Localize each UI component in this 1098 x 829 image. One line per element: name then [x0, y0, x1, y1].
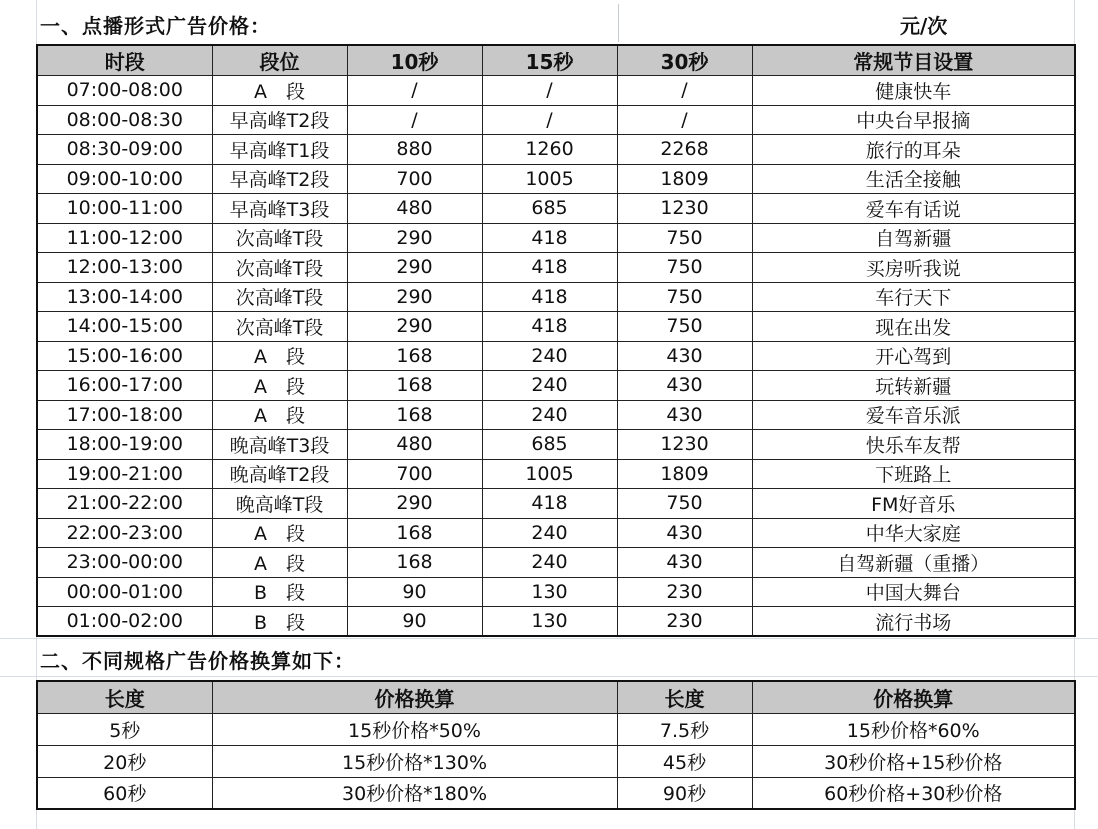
price-10s-cell: 480 [347, 430, 482, 460]
price-30s-cell: 230 [617, 577, 752, 607]
segment-cell: 次高峰T段 [212, 253, 347, 283]
price-15s-cell: 418 [482, 223, 617, 253]
price-10s-cell: 700 [347, 164, 482, 194]
segment-cell: B 段 [212, 607, 347, 637]
program-cell: 流行书场 [752, 607, 1075, 637]
program-cell: 快乐车友帮 [752, 430, 1075, 460]
header-segment: 段位 [212, 45, 347, 76]
program-cell: 下班路上 [752, 459, 1075, 489]
price-30s-cell: 750 [617, 253, 752, 283]
conversion-cell: 30秒价格*180% [212, 777, 617, 809]
price-15s-cell: 130 [482, 607, 617, 637]
table-row [37, 135, 1075, 165]
time-slot-cell: 14:00-15:00 [37, 312, 212, 342]
price-15s-cell: 418 [482, 282, 617, 312]
price-30s-cell: 2268 [617, 135, 752, 165]
length-cell: 5秒 [37, 713, 212, 745]
price-10s-cell: 290 [347, 282, 482, 312]
time-slot-cell: 22:00-23:00 [37, 518, 212, 548]
program-cell: 自驾新疆 [752, 223, 1075, 253]
length-cell: 45秒 [617, 745, 752, 777]
spot-price-table [36, 44, 1076, 637]
price-15s-cell: 418 [482, 312, 617, 342]
price-30s-cell: 750 [617, 489, 752, 519]
program-cell: 中华大家庭 [752, 518, 1075, 548]
program-cell: 玩转新疆 [752, 371, 1075, 401]
header-30s: 30秒 [617, 45, 752, 76]
price-30s-cell: 750 [617, 223, 752, 253]
table-row [37, 253, 1075, 283]
time-slot-cell: 01:00-02:00 [37, 607, 212, 637]
time-slot-cell: 07:00-08:00 [37, 76, 212, 106]
segment-cell: B 段 [212, 577, 347, 607]
price-15s-cell: 130 [482, 577, 617, 607]
time-slot-cell: 18:00-19:00 [37, 430, 212, 460]
program-cell: FM好音乐 [752, 489, 1075, 519]
price-15s-cell: 685 [482, 194, 617, 224]
price-30s-cell: / [617, 105, 752, 135]
program-cell: 爱车有话说 [752, 194, 1075, 224]
table-header-row [37, 45, 1075, 76]
segment-cell: A 段 [212, 76, 347, 106]
header-10s: 10秒 [347, 45, 482, 76]
program-cell: 自驾新疆（重播） [752, 548, 1075, 578]
table-row [37, 548, 1075, 578]
program-cell: 中央台早报摘 [752, 105, 1075, 135]
program-cell: 健康快车 [752, 76, 1075, 106]
length-cell: 90秒 [617, 777, 752, 809]
table-row [37, 713, 1075, 745]
price-15s-cell: / [482, 105, 617, 135]
price-30s-cell: 1230 [617, 194, 752, 224]
price-30s-cell: / [617, 76, 752, 106]
table-row [37, 164, 1075, 194]
header-length: 长度 [617, 681, 752, 713]
segment-cell: 晚高峰T段 [212, 489, 347, 519]
time-slot-cell: 10:00-11:00 [37, 194, 212, 224]
program-cell: 爱车音乐派 [752, 400, 1075, 430]
price-30s-cell: 1230 [617, 430, 752, 460]
price-10s-cell: 290 [347, 223, 482, 253]
header-conversion: 价格换算 [212, 681, 617, 713]
price-15s-cell: 1260 [482, 135, 617, 165]
price-10s-cell: 168 [347, 518, 482, 548]
price-15s-cell: 1005 [482, 459, 617, 489]
section2-title: 二、不同规格广告价格换算如下： [40, 649, 355, 673]
segment-cell: 次高峰T段 [212, 282, 347, 312]
grid-line [0, 638, 1098, 639]
price-15s-cell: 240 [482, 400, 617, 430]
price-10s-cell: 90 [347, 607, 482, 637]
time-slot-cell: 08:00-08:30 [37, 105, 212, 135]
price-30s-cell: 750 [617, 282, 752, 312]
conversion-cell: 15秒价格*50% [212, 713, 617, 745]
header-conversion: 价格换算 [752, 681, 1075, 713]
segment-cell: A 段 [212, 371, 347, 401]
table-header-row [37, 681, 1075, 713]
price-10s-cell: 700 [347, 459, 482, 489]
table-row [37, 607, 1075, 637]
price-10s-cell: 880 [347, 135, 482, 165]
price-30s-cell: 750 [617, 312, 752, 342]
time-slot-cell: 21:00-22:00 [37, 489, 212, 519]
header-program: 常规节目设置 [752, 45, 1075, 76]
segment-cell: A 段 [212, 518, 347, 548]
table-row [37, 430, 1075, 460]
program-cell: 旅行的耳朵 [752, 135, 1075, 165]
table-row [37, 400, 1075, 430]
price-30s-cell: 430 [617, 400, 752, 430]
grid-line [0, 676, 1098, 677]
price-10s-cell: / [347, 105, 482, 135]
table-row [37, 459, 1075, 489]
time-slot-cell: 17:00-18:00 [37, 400, 212, 430]
price-30s-cell: 430 [617, 518, 752, 548]
time-slot-cell: 15:00-16:00 [37, 341, 212, 371]
header-time-slot: 时段 [37, 45, 212, 76]
table-row [37, 105, 1075, 135]
length-cell: 60秒 [37, 777, 212, 809]
price-10s-cell: 290 [347, 312, 482, 342]
segment-cell: 早高峰T2段 [212, 164, 347, 194]
price-10s-cell: / [347, 76, 482, 106]
segment-cell: A 段 [212, 400, 347, 430]
segment-cell: 晚高峰T3段 [212, 430, 347, 460]
program-cell: 生活全接触 [752, 164, 1075, 194]
segment-cell: 早高峰T1段 [212, 135, 347, 165]
price-30s-cell: 1809 [617, 459, 752, 489]
time-slot-cell: 19:00-21:00 [37, 459, 212, 489]
price-15s-cell: 418 [482, 489, 617, 519]
table-row [37, 76, 1075, 106]
table-row [37, 341, 1075, 371]
length-cell: 7.5秒 [617, 713, 752, 745]
header-length: 长度 [37, 681, 212, 713]
price-15s-cell: 240 [482, 341, 617, 371]
price-10s-cell: 168 [347, 400, 482, 430]
section1-title-row [36, 4, 1076, 42]
time-slot-cell: 09:00-10:00 [37, 164, 212, 194]
price-15s-cell: 240 [482, 371, 617, 401]
table-row [37, 312, 1075, 342]
table-row [37, 489, 1075, 519]
price-10s-cell: 290 [347, 489, 482, 519]
price-15s-cell: 1005 [482, 164, 617, 194]
conversion-cell: 30秒价格+15秒价格 [752, 745, 1075, 777]
conversion-cell: 15秒价格*130% [212, 745, 617, 777]
segment-cell: 晚高峰T2段 [212, 459, 347, 489]
segment-cell: 次高峰T段 [212, 223, 347, 253]
table-row [37, 577, 1075, 607]
table-row [37, 282, 1075, 312]
section1-title: 一、点播形式广告价格： [40, 14, 271, 38]
segment-cell: 次高峰T段 [212, 312, 347, 342]
time-slot-cell: 23:00-00:00 [37, 548, 212, 578]
table-row [37, 518, 1075, 548]
price-30s-cell: 430 [617, 371, 752, 401]
conversion-cell: 60秒价格+30秒价格 [752, 777, 1075, 809]
time-slot-cell: 11:00-12:00 [37, 223, 212, 253]
price-10s-cell: 480 [347, 194, 482, 224]
time-slot-cell: 16:00-17:00 [37, 371, 212, 401]
time-slot-cell: 12:00-13:00 [37, 253, 212, 283]
table-row [37, 777, 1075, 809]
price-10s-cell: 168 [347, 371, 482, 401]
segment-cell: 早高峰T3段 [212, 194, 347, 224]
price-15s-cell: / [482, 76, 617, 106]
segment-cell: 早高峰T2段 [212, 105, 347, 135]
program-cell: 车行天下 [752, 282, 1075, 312]
price-10s-cell: 290 [347, 253, 482, 283]
price-30s-cell: 230 [617, 607, 752, 637]
price-10s-cell: 90 [347, 577, 482, 607]
time-slot-cell: 08:30-09:00 [37, 135, 212, 165]
unit-divider [618, 4, 619, 42]
time-slot-cell: 13:00-14:00 [37, 282, 212, 312]
table-row [37, 223, 1075, 253]
program-cell: 开心驾到 [752, 341, 1075, 371]
price-30s-cell: 430 [617, 548, 752, 578]
conversion-cell: 15秒价格*60% [752, 713, 1075, 745]
program-cell: 现在出发 [752, 312, 1075, 342]
time-slot-cell: 00:00-01:00 [37, 577, 212, 607]
conversion-table [36, 680, 1076, 810]
price-unit-label: 元/次 [900, 14, 948, 38]
price-30s-cell: 430 [617, 341, 752, 371]
price-15s-cell: 685 [482, 430, 617, 460]
price-30s-cell: 1809 [617, 164, 752, 194]
table-row [37, 371, 1075, 401]
price-10s-cell: 168 [347, 548, 482, 578]
segment-cell: A 段 [212, 548, 347, 578]
price-10s-cell: 168 [347, 341, 482, 371]
header-15s: 15秒 [482, 45, 617, 76]
program-cell: 中国大舞台 [752, 577, 1075, 607]
price-15s-cell: 418 [482, 253, 617, 283]
segment-cell: A 段 [212, 341, 347, 371]
length-cell: 20秒 [37, 745, 212, 777]
price-15s-cell: 240 [482, 548, 617, 578]
table-row [37, 194, 1075, 224]
program-cell: 买房听我说 [752, 253, 1075, 283]
table-row [37, 745, 1075, 777]
price-15s-cell: 240 [482, 518, 617, 548]
